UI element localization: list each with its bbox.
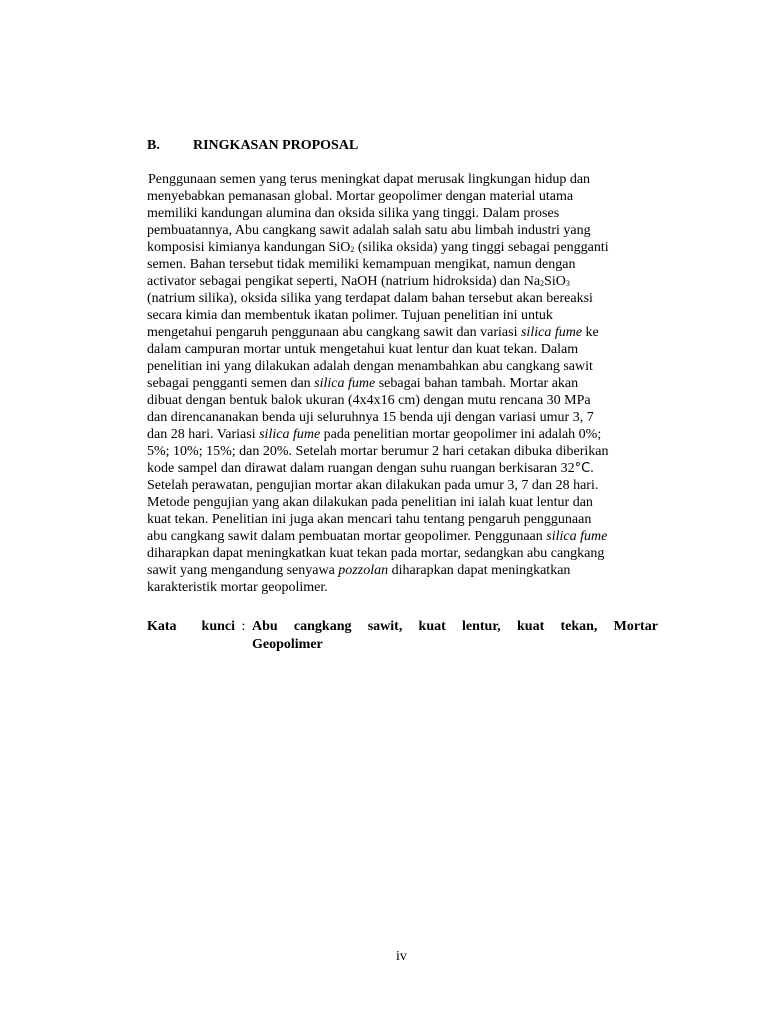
abstract-line: Metode pengujian yang akan dilakukan pada penelitian ini ialah kuat lentur dan	[147, 495, 593, 510]
keyword: Abu	[252, 619, 278, 634]
italic-term: silica fume	[259, 427, 321, 442]
keyword: lentur,	[462, 619, 501, 634]
section-title: RINGKASAN PROPOSAL	[193, 138, 359, 153]
abstract-line: 5%; 10%; 15%; dan 20%. Setelah mortar berumur 2 hari cetakan dibuka diberikan	[147, 444, 609, 459]
abstract-line: dalam campuran mortar untuk mengetahui kuat lentur dan kuat tekan. Dalam	[147, 342, 579, 357]
abstract-line: komposisi kimianya kandungan SiO$_2$ (silika oksida) yang tinggi sebagai pengganti	[147, 240, 609, 255]
keywords-label: Kata kunci	[147, 619, 235, 634]
abstract-line: penelitian ini yang dilakukan adalah dengan menambahkan abu cangkang sawit	[147, 359, 593, 374]
page-number: iv	[396, 949, 407, 964]
abstract-line: Setelah perawatan, pengujian mortar akan dilakukan pada umur 3, 7 dan 28 hari.	[147, 478, 599, 493]
keyword: kuat	[418, 619, 446, 634]
keyword: Mortar	[613, 619, 658, 634]
abstract-line: sawit yang mengandung senyawa pozzolan diharapkan dapat meningkatkan	[147, 563, 571, 578]
abstract-line: diharapkan dapat meningkatkan kuat tekan pada mortar, sedangkan abu cangkang	[147, 546, 605, 561]
abstract-line: (natrium silika), oksida silika yang terdapat dalam bahan tersebut akan bereaksi	[147, 291, 593, 306]
abstract-line: dan 28 hari. Variasi silica fume pada penelitian mortar geopolimer ini adalah 0%;	[147, 427, 602, 442]
abstract-line: dibuat dengan bentuk balok ukuran (4x4x16 cm) dengan mutu rencana 30 MPa	[147, 393, 591, 408]
abstract-line: dan direncananakan benda uji seluruhnya 15 benda uji dengan variasi umur 3, 7	[147, 410, 594, 425]
abstract-line: pembuatannya, Abu cangkang sawit adalah salah satu abu limbah industri yang	[147, 223, 591, 238]
keywords-colon: :	[241, 619, 246, 634]
keyword: Geopolimer	[252, 637, 323, 652]
italic-term: pozzolan	[338, 563, 389, 578]
italic-term: silica fume	[314, 376, 376, 391]
italic-term: silica fume	[546, 529, 608, 544]
abstract-line: secara kimia dan membentuk ikatan polimer. Tujuan penelitian ini untuk	[147, 308, 553, 323]
degree-celsius: °C	[574, 461, 591, 476]
keyword: cangkang	[293, 619, 352, 634]
abstract-line: menyebabkan pemanasan global. Mortar geopolimer dengan material utama	[147, 189, 574, 204]
section-number: B.	[147, 138, 160, 153]
keywords-block	[147, 618, 658, 654]
abstract-line: kuat tekan. Penelitian ini juga akan mencari tahu tentang pengaruh penggunaan	[147, 512, 592, 527]
abstract-line: sebagai pengganti semen dan silica fume sebagai bahan tambah. Mortar akan	[147, 376, 579, 391]
abstract-paragraph	[147, 171, 657, 596]
abstract-line: karakteristik mortar geopolimer.	[147, 580, 328, 595]
abstract-line: abu cangkang sawit dalam pembuatan mortar geopolimer. Penggunaan silica fume	[147, 529, 608, 544]
keywords-values	[252, 618, 658, 654]
keyword: kuat	[517, 619, 545, 634]
keyword: sawit,	[367, 619, 403, 634]
italic-term: silica fume	[520, 325, 583, 340]
abstract-line: memiliki kandungan alumina dan oksida silika yang tinggi. Dalam proses	[147, 206, 560, 221]
abstract-line: semen. Bahan tersebut tidak memiliki kemampuan mengikat, namun dengan	[147, 257, 576, 272]
abstract-line: Penggunaan semen yang terus meningkat dapat merusak lingkungan hidup dan	[148, 172, 591, 187]
abstract-line: activator sebagai pengikat seperti, NaOH (natrium hidroksida) dan $Na_2SiO_3$	[147, 274, 570, 289]
keyword: tekan,	[560, 619, 598, 634]
abstract-line: mengetahui pengaruh penggunaan abu cangkang sawit dan variasi silica fume ke	[147, 325, 599, 340]
section-heading	[147, 138, 358, 154]
abstract-line: kode sampel dan dirawat dalam ruangan dengan suhu ruangan berkisaran 32°C.	[147, 461, 594, 476]
